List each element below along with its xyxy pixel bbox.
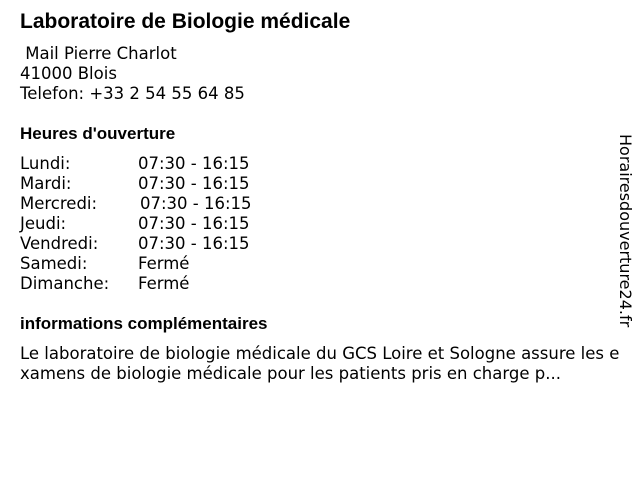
time-value: Fermé xyxy=(138,254,190,273)
page-title: Laboratoire de Biologie médicale xyxy=(20,10,351,33)
street-address: Mail Pierre Charlot xyxy=(20,44,177,63)
site-watermark: Horairesdouverture24.fr xyxy=(616,134,635,328)
time-value: 07:30 - 16:15 xyxy=(138,154,250,173)
day-label: Vendredi: xyxy=(20,234,99,253)
day-label: Dimanche: xyxy=(20,274,110,293)
time-value: 07:30 - 16:15 xyxy=(138,234,250,253)
hours-heading: Heures d'ouverture xyxy=(20,124,176,143)
day-label: Lundi: xyxy=(20,154,71,173)
time-value: Fermé xyxy=(138,274,190,293)
day-label: Jeudi: xyxy=(20,214,67,233)
city: 41000 Blois xyxy=(20,64,117,83)
time-value: 07:30 - 16:15 xyxy=(138,214,250,233)
time-value: 07:30 - 16:15 xyxy=(138,174,250,193)
time-value: 07:30 - 16:15 xyxy=(140,194,252,213)
info-description: Le laboratoire de biologie médicale du GCS Loire et Sologne assure les examens de biologie médicale pour les patients pris en charge p... xyxy=(20,344,620,383)
address-block xyxy=(20,44,245,104)
day-label: Mercredi: xyxy=(20,194,98,213)
info-heading: informations complémentaires xyxy=(20,314,268,333)
phone-number: Telefon: +33 2 54 55 64 85 xyxy=(20,84,245,103)
day-label: Mardi: xyxy=(20,174,72,193)
day-label: Samedi: xyxy=(20,254,88,273)
